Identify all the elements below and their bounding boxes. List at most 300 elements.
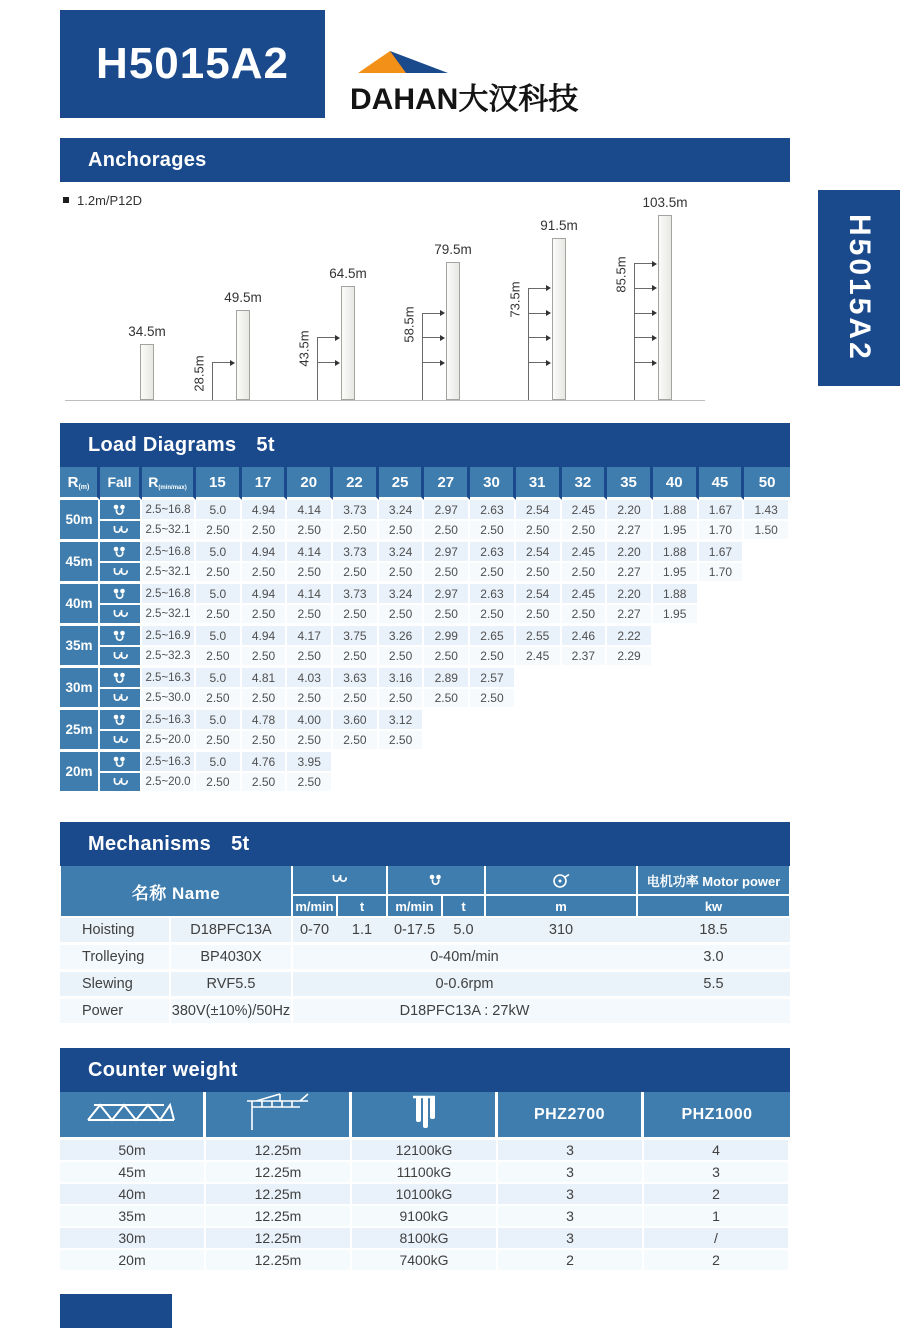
empty-cell — [699, 731, 745, 752]
empty-cell — [699, 752, 745, 773]
footer-accent-bar — [60, 1294, 172, 1328]
four-fall-header-cell — [388, 866, 484, 894]
load-data-row — [60, 626, 790, 647]
counter-weight-header-row — [60, 1092, 790, 1140]
brand-name-latin: DAHAN — [350, 83, 459, 116]
empty-cell — [744, 647, 790, 668]
counter-weight-cell: 3 — [498, 1184, 644, 1206]
counter-weight-cell: 3 — [644, 1162, 790, 1184]
unit-cell: t — [338, 896, 386, 916]
mechanism-value: 0-17.5 — [393, 922, 436, 938]
load-value-cell: 2.99 — [424, 626, 470, 647]
empty-cell — [653, 752, 699, 773]
col-header-radius-value: 22 — [333, 467, 379, 500]
empty-cell — [744, 710, 790, 731]
load-value-cell: 3.16 — [379, 668, 425, 689]
mechanisms-capacity: 5t — [231, 832, 250, 855]
empty-cell — [333, 773, 379, 794]
load-value-cell: 4.94 — [242, 500, 288, 521]
rope-drum-icon — [551, 872, 571, 889]
radius-range-cell: 2.5~16.8 — [142, 542, 196, 563]
empty-cell — [607, 752, 653, 773]
empty-cell — [607, 731, 653, 752]
load-value-cell: 4.78 — [242, 710, 288, 731]
fall-icon-cell — [100, 584, 142, 605]
tower-mast — [446, 262, 460, 400]
load-value-cell: 2.50 — [562, 605, 608, 626]
jib-length-cell: 35m — [60, 626, 100, 668]
empty-cell — [699, 584, 745, 605]
empty-cell — [744, 689, 790, 710]
fall-icon-cell — [100, 710, 142, 731]
load-value-cell: 2.50 — [242, 521, 288, 542]
load-value-cell: 3.26 — [379, 626, 425, 647]
counter-weight-cell: 20m — [60, 1250, 206, 1272]
load-value-cell: 2.54 — [516, 542, 562, 563]
mechanism-model: 380V(±10%)/50Hz — [171, 1003, 291, 1019]
counter-weight-row — [60, 1162, 790, 1184]
empty-cell — [516, 731, 562, 752]
load-value-cell: 2.50 — [287, 773, 333, 794]
counter-weight-cell: 2 — [498, 1250, 644, 1272]
empty-cell — [562, 668, 608, 689]
empty-cell — [424, 752, 470, 773]
load-value-cell: 2.50 — [470, 647, 516, 668]
load-value-cell: 5.0 — [196, 500, 242, 521]
load-value-cell: 2.20 — [607, 542, 653, 563]
load-value-cell: 2.20 — [607, 500, 653, 521]
load-value-cell: 2.29 — [607, 647, 653, 668]
tower-height-label: 79.5m — [434, 242, 472, 257]
col-header-radius-value: 20 — [287, 467, 333, 500]
four-fall-hook-icon — [111, 756, 129, 769]
mechanism-value: 5.0 — [453, 922, 474, 938]
load-value-cell: 2.50 — [333, 563, 379, 584]
tower-height-label: 49.5m — [224, 290, 262, 305]
mechanism-model: RVF5.5 — [206, 976, 256, 992]
load-value-cell: 4.94 — [242, 626, 288, 647]
col-header-radius-value: 17 — [242, 467, 288, 500]
radius-range-cell: 2.5~32.1 — [142, 605, 196, 626]
radius-range-cell: 2.5~16.9 — [142, 626, 196, 647]
anchor-arrowhead-icon — [546, 285, 551, 291]
column-gap — [291, 918, 293, 942]
fall-icon-cell — [100, 731, 142, 752]
mechanism-row — [60, 945, 790, 969]
radius-range-cell: 2.5~32.3 — [142, 647, 196, 668]
load-data-row — [60, 500, 790, 521]
load-value-cell: 2.50 — [333, 647, 379, 668]
column-gap — [291, 972, 293, 996]
load-value-cell: 1.67 — [699, 500, 745, 521]
counterweight-blocks-header-cell — [352, 1092, 498, 1140]
empty-cell — [744, 773, 790, 794]
load-value-cell: 2.46 — [562, 626, 608, 647]
unit-cell: m/min — [293, 896, 336, 916]
tower-mast — [552, 238, 566, 400]
counter-weight-table-wrap — [60, 1092, 790, 1272]
counter-weight-table — [60, 1092, 790, 1272]
mechanism-name: Power — [82, 1003, 124, 1019]
two-fall-hook-icon — [111, 651, 130, 663]
side-model-tab — [818, 190, 900, 386]
load-value-cell: 2.27 — [607, 563, 653, 584]
load-value-cell: 2.50 — [379, 563, 425, 584]
counter-weight-cell: 45m — [60, 1162, 206, 1184]
counter-weight-cell: 35m — [60, 1206, 206, 1228]
fall-icon-cell — [100, 773, 142, 794]
load-value-cell: 1.88 — [653, 500, 699, 521]
fall-icon-cell — [100, 626, 142, 647]
col-header-radius-value: 50 — [744, 467, 790, 500]
anchor-arrow-line — [422, 313, 441, 314]
load-value-cell: 2.50 — [196, 521, 242, 542]
load-diagrams-table-wrap — [60, 467, 790, 794]
anchor-arrow-line — [212, 362, 231, 363]
load-value-cell: 2.50 — [242, 689, 288, 710]
load-value-cell: 3.73 — [333, 500, 379, 521]
anchor-height-label: 43.5m — [296, 330, 312, 367]
load-value-cell: 2.45 — [516, 647, 562, 668]
load-value-cell: 2.50 — [562, 563, 608, 584]
load-value-cell: 2.45 — [562, 500, 608, 521]
empty-cell — [470, 731, 516, 752]
counter-weight-cell: 3 — [498, 1140, 644, 1162]
load-value-cell: 4.14 — [287, 584, 333, 605]
counterweight-type-header: PHZ2700 — [498, 1092, 644, 1140]
load-diagrams-table — [60, 467, 790, 794]
square-bullet-icon — [63, 197, 71, 205]
mechanism-model: D18PFC13A — [190, 922, 272, 938]
load-value-cell: 2.97 — [424, 584, 470, 605]
fall-icon-cell — [100, 605, 142, 626]
anchor-arrow-line — [634, 263, 653, 264]
load-value-cell: 4.76 — [242, 752, 288, 773]
load-value-cell: 2.50 — [196, 605, 242, 626]
empty-cell — [699, 773, 745, 794]
empty-cell — [516, 710, 562, 731]
load-value-cell: 2.50 — [196, 689, 242, 710]
load-value-cell: 2.63 — [470, 584, 516, 605]
anchor-bracket-line — [212, 362, 213, 400]
radius-range-cell: 2.5~16.8 — [142, 584, 196, 605]
anchor-arrow-line — [634, 337, 653, 338]
side-model-tab-label: H5015A2 — [843, 214, 876, 362]
counter-jib-icon — [240, 1092, 316, 1132]
load-value-cell: 1.43 — [744, 500, 790, 521]
load-value-cell: 4.03 — [287, 668, 333, 689]
col-header-radius-value: 30 — [470, 467, 516, 500]
jib-truss-header-cell — [60, 1092, 206, 1140]
col-header-radius-value: 32 — [562, 467, 608, 500]
fall-icon-cell — [100, 689, 142, 710]
load-value-cell: 2.45 — [562, 542, 608, 563]
col-header-radius-value: 31 — [516, 467, 562, 500]
col-header-radius-value: 27 — [424, 467, 470, 500]
load-data-row — [60, 542, 790, 563]
counter-weight-cell: 3 — [498, 1162, 644, 1184]
empty-cell — [470, 752, 516, 773]
counter-weight-row — [60, 1250, 790, 1272]
counter-weight-cell: 12.25m — [206, 1250, 352, 1272]
empty-cell — [562, 752, 608, 773]
radius-range-cell: 2.5~16.3 — [142, 668, 196, 689]
load-value-cell: 3.63 — [333, 668, 379, 689]
column-gap — [169, 918, 171, 942]
jib-length-cell: 30m — [60, 668, 100, 710]
four-fall-hook-icon — [111, 504, 129, 517]
name-header-cell — [61, 866, 291, 916]
load-value-cell: 2.55 — [516, 626, 562, 647]
load-value-cell: 1.70 — [699, 563, 745, 584]
load-value-cell: 2.97 — [424, 500, 470, 521]
load-value-cell: 3.24 — [379, 584, 425, 605]
empty-cell — [653, 773, 699, 794]
load-value-cell: 2.50 — [287, 731, 333, 752]
load-value-cell: 2.50 — [379, 731, 425, 752]
load-data-row — [60, 668, 790, 689]
load-value-cell: 2.50 — [287, 689, 333, 710]
col-header-radius-value: 40 — [653, 467, 699, 500]
load-value-cell: 2.50 — [287, 521, 333, 542]
four-fall-hook-icon — [111, 630, 129, 643]
tower-height-label: 91.5m — [540, 218, 578, 233]
jib-truss-icon — [86, 1101, 178, 1123]
empty-cell — [653, 710, 699, 731]
load-value-cell: 2.89 — [424, 668, 470, 689]
load-data-row — [60, 563, 790, 584]
empty-cell — [653, 647, 699, 668]
empty-cell — [424, 731, 470, 752]
load-value-cell: 1.88 — [653, 542, 699, 563]
empty-cell — [607, 773, 653, 794]
anchor-arrow-line — [528, 337, 547, 338]
counter-weight-cell: 4 — [644, 1140, 790, 1162]
motor-power-header-label: 电机功率 Motor power — [646, 873, 781, 889]
load-data-row — [60, 710, 790, 731]
anchor-arrow-line — [634, 362, 653, 363]
two-fall-hook-icon — [111, 567, 130, 579]
anchor-arrowhead-icon — [335, 360, 340, 366]
tower-mast — [236, 310, 250, 400]
anchor-arrow-line — [422, 362, 441, 363]
four-fall-hook-icon — [111, 714, 129, 727]
empty-cell — [607, 689, 653, 710]
column-gap — [169, 945, 171, 969]
empty-cell — [516, 689, 562, 710]
load-value-cell: 2.50 — [333, 689, 379, 710]
load-value-cell: 2.50 — [424, 521, 470, 542]
anchorage-note — [63, 193, 142, 208]
counterweight-type-header: PHZ1000 — [644, 1092, 790, 1140]
counter-weight-cell: 12.25m — [206, 1140, 352, 1162]
empty-cell — [607, 710, 653, 731]
load-value-cell: 3.73 — [333, 584, 379, 605]
load-value-cell: 2.50 — [516, 605, 562, 626]
load-value-cell: 2.65 — [470, 626, 516, 647]
load-value-cell: 2.50 — [470, 521, 516, 542]
unit-cell: m/min — [388, 896, 441, 916]
anchor-arrow-line — [528, 362, 547, 363]
anchor-arrowhead-icon — [546, 335, 551, 341]
load-value-cell: 2.50 — [333, 605, 379, 626]
counter-weight-row — [60, 1140, 790, 1162]
counter-weight-cell: 12.25m — [206, 1184, 352, 1206]
anchor-arrow-line — [634, 288, 653, 289]
tower-mast — [140, 344, 154, 400]
mechanism-name: Trolleying — [82, 949, 145, 965]
empty-cell — [699, 668, 745, 689]
load-value-cell: 5.0 — [196, 542, 242, 563]
anchor-arrowhead-icon — [652, 360, 657, 366]
load-data-row — [60, 773, 790, 794]
anchor-arrowhead-icon — [230, 360, 235, 366]
load-value-cell: 2.37 — [562, 647, 608, 668]
anchor-bracket-line — [634, 263, 635, 400]
fall-icon-cell — [100, 521, 142, 542]
empty-cell — [379, 773, 425, 794]
empty-cell — [516, 752, 562, 773]
four-fall-hook-icon — [427, 874, 445, 887]
anchor-arrow-line — [528, 313, 547, 314]
radius-range-cell: 2.5~20.0 — [142, 731, 196, 752]
load-value-cell: 2.63 — [470, 500, 516, 521]
counter-weight-cell: 10100kG — [352, 1184, 498, 1206]
counter-weight-cell: 11100kG — [352, 1162, 498, 1184]
empty-cell — [699, 605, 745, 626]
counter-weight-cell: 1 — [644, 1206, 790, 1228]
empty-cell — [470, 710, 516, 731]
load-value-cell: 2.50 — [333, 731, 379, 752]
counter-weight-title: Counter weight — [88, 1058, 238, 1081]
tower-height-label: 64.5m — [329, 266, 367, 281]
column-gap — [169, 999, 171, 1023]
mechanism-power: 3.0 — [703, 949, 724, 965]
anchor-arrowhead-icon — [440, 310, 445, 316]
load-value-cell: 2.54 — [516, 584, 562, 605]
two-fall-hook-icon — [111, 609, 130, 621]
anchor-arrowhead-icon — [440, 335, 445, 341]
counter-weight-cell: 2 — [644, 1250, 790, 1272]
load-value-cell: 1.95 — [653, 521, 699, 542]
tower-height-label: 34.5m — [128, 324, 166, 339]
ground-line — [65, 400, 705, 401]
load-value-cell: 3.24 — [379, 542, 425, 563]
anchor-arrowhead-icon — [652, 335, 657, 341]
load-value-cell: 4.17 — [287, 626, 333, 647]
mechanism-power: 5.5 — [703, 976, 724, 992]
load-data-row — [60, 752, 790, 773]
empty-cell — [699, 710, 745, 731]
motor-power-header-cell — [638, 866, 789, 894]
col-header-radius-value: 45 — [699, 467, 745, 500]
load-value-cell: 2.50 — [470, 563, 516, 584]
empty-cell — [424, 773, 470, 794]
empty-cell — [470, 773, 516, 794]
counter-weight-cell: 3 — [498, 1206, 644, 1228]
anchor-arrowhead-icon — [652, 310, 657, 316]
radius-range-cell: 2.5~16.3 — [142, 752, 196, 773]
anchor-arrowhead-icon — [440, 360, 445, 366]
load-value-cell: 2.50 — [424, 689, 470, 710]
empty-cell — [744, 668, 790, 689]
anchor-arrowhead-icon — [335, 335, 340, 341]
empty-cell — [744, 563, 790, 584]
load-value-cell: 2.50 — [242, 605, 288, 626]
counter-weight-cell: 12.25m — [206, 1162, 352, 1184]
name-header-label: 名称 Name — [131, 883, 221, 903]
load-value-cell: 1.88 — [653, 584, 699, 605]
mechanism-model: BP4030X — [200, 949, 262, 965]
empty-cell — [562, 710, 608, 731]
load-value-cell: 1.50 — [744, 521, 790, 542]
two-fall-hook-icon — [111, 777, 130, 789]
empty-cell — [333, 752, 379, 773]
load-diagrams-title: Load Diagrams — [88, 433, 237, 456]
anchorages-title: Anchorages — [88, 148, 207, 171]
four-fall-hook-icon — [111, 672, 129, 685]
anchor-arrowhead-icon — [652, 285, 657, 291]
mechanism-value: 1.1 — [351, 922, 373, 938]
empty-cell — [699, 647, 745, 668]
load-value-cell: 4.94 — [242, 584, 288, 605]
counter-weight-cell: / — [644, 1228, 790, 1250]
load-value-cell: 4.14 — [287, 500, 333, 521]
mechanism-power — [637, 999, 790, 1023]
unit-cell: m — [486, 896, 636, 916]
load-value-cell: 2.50 — [424, 605, 470, 626]
counter-jib-header-cell — [206, 1092, 352, 1140]
mechanism-name: Hoisting — [82, 922, 135, 938]
model-title: H5015A2 — [96, 39, 289, 88]
mechanism-row — [60, 999, 790, 1023]
column-gap — [169, 972, 171, 996]
radius-range-cell: 2.5~32.1 — [142, 563, 196, 584]
load-value-cell: 2.50 — [516, 563, 562, 584]
empty-cell — [653, 668, 699, 689]
load-value-cell: 2.50 — [379, 689, 425, 710]
empty-cell — [744, 752, 790, 773]
mechanism-row — [60, 972, 790, 996]
load-value-cell: 4.00 — [287, 710, 333, 731]
load-data-row — [60, 647, 790, 668]
mechanism-span-value: 0-40m/min — [430, 949, 499, 965]
load-value-cell: 3.12 — [379, 710, 425, 731]
load-value-cell: 2.50 — [379, 647, 425, 668]
load-value-cell: 3.95 — [287, 752, 333, 773]
col-header-radius-value: 15 — [196, 467, 242, 500]
load-data-row — [60, 521, 790, 542]
load-value-cell: 2.50 — [562, 521, 608, 542]
load-value-cell: 2.50 — [379, 521, 425, 542]
anchor-bracket-line — [422, 313, 423, 401]
jib-length-cell: 45m — [60, 542, 100, 584]
counter-weight-section-header — [60, 1048, 790, 1092]
anchor-bracket-line — [528, 288, 529, 400]
counter-weight-cell: 7400kG — [352, 1250, 498, 1272]
mechanisms-title: Mechanisms — [88, 832, 212, 855]
two-fall-hook-icon — [330, 874, 349, 886]
counter-weight-cell: 30m — [60, 1228, 206, 1250]
mechanisms-table — [60, 866, 790, 1036]
load-value-cell: 2.63 — [470, 542, 516, 563]
empty-cell — [379, 752, 425, 773]
empty-cell — [653, 626, 699, 647]
radius-range-cell: 2.5~32.1 — [142, 521, 196, 542]
radius-range-cell: 2.5~16.3 — [142, 710, 196, 731]
load-value-cell: 2.50 — [196, 773, 242, 794]
empty-cell — [744, 584, 790, 605]
